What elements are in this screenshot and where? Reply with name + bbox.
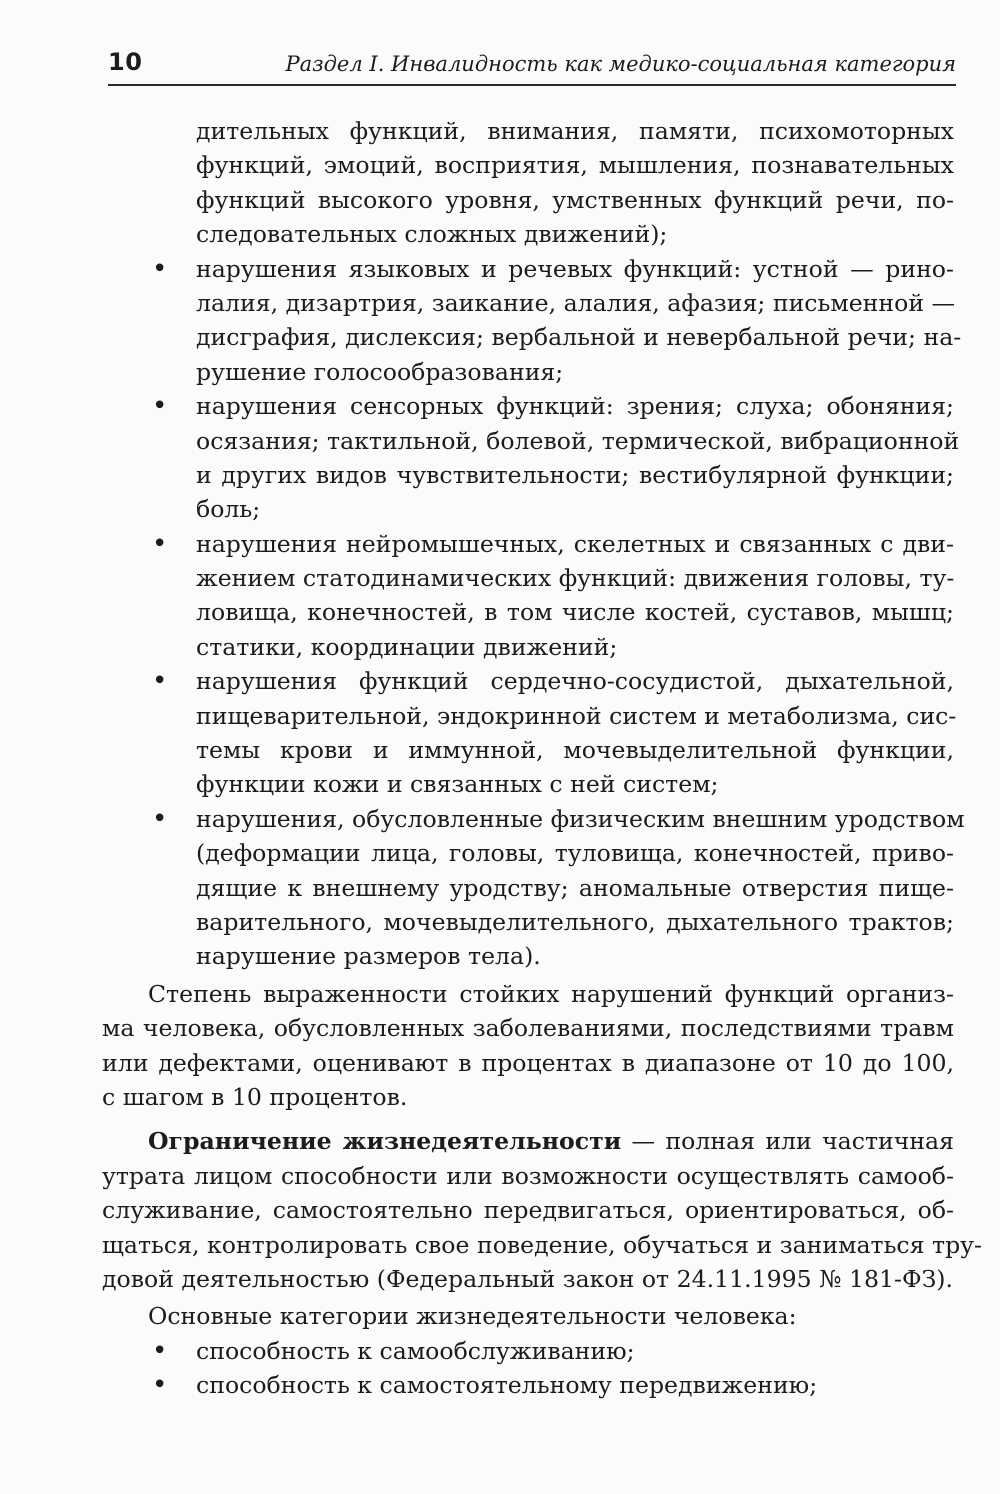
text-line: темы крови и иммунной, мочевыделительной функции, <box>196 736 954 765</box>
list-item <box>102 252 962 390</box>
text-line: дящие к внешнему уродству; аномальные отверстия пище- <box>196 873 954 902</box>
paragraph-definition <box>102 1124 983 1296</box>
text-line: варительного, мочевыделительного, дыхательного трактов; <box>196 907 954 936</box>
bullet-icon: • <box>152 1370 168 1401</box>
bullet-icon: • <box>152 666 168 697</box>
text-line: рушение голосообразования; <box>196 357 564 386</box>
running-head: Раздел I. Инвалидность как медико-социальная категория <box>285 52 956 76</box>
text-line: довой деятельностью (Федеральный закон от 24.11.1995 № 181-ФЗ). <box>102 1264 953 1293</box>
text-line: и других видов чувствительности; вестибулярной функции; <box>196 460 954 489</box>
bullet-icon: • <box>152 1335 168 1366</box>
text-line: функций, эмоций, восприятия, мышления, познавательных <box>196 151 954 180</box>
bullet-icon: • <box>152 391 168 422</box>
bullet-icon: • <box>152 528 168 559</box>
text-line: (деформации лица, головы, туловища, конечностей, приво- <box>196 839 954 868</box>
text-line: осязания; тактильной, болевой, термической, вибрационной <box>196 426 960 455</box>
list-item <box>102 527 954 665</box>
text-line: функций высокого уровня, умственных функций речи, по- <box>196 185 954 214</box>
text-line: служивание, самостоятельно передвигаться, ориентироваться, об- <box>102 1196 954 1225</box>
text-line: с шагом в 10 процентов. <box>102 1082 408 1111</box>
list-item <box>102 802 965 974</box>
page-header <box>108 44 956 86</box>
text-line: щаться, контролировать свое поведение, обучаться и заниматься тру- <box>102 1230 983 1259</box>
text-line: нарушения, обусловленные физическим внешним уродством <box>196 804 965 833</box>
text-line <box>102 1124 954 1158</box>
body-text <box>102 114 983 1402</box>
text-line: нарушения нейромышечных, скелетных и связанных с дви- <box>196 529 954 558</box>
list-item <box>102 664 957 802</box>
text-line: статики, координации движений; <box>196 632 618 661</box>
text-line: утрата лицом способности или возможности осуществлять самооб- <box>102 1161 954 1190</box>
text-line: нарушения сенсорных функций: зрения; слуха; обоняния; <box>196 392 954 421</box>
definition-first-line: — полная или частичная <box>621 1127 955 1156</box>
text-line: следовательных сложных движений); <box>196 220 668 249</box>
text-line: Степень выраженности стойких нарушений функций организ- <box>148 979 954 1008</box>
text-line: нарушение размеров тела). <box>196 942 541 971</box>
text-line: дисграфия, дислексия; вербальной и невербальной речи; на- <box>196 323 962 352</box>
bullet-icon: • <box>152 803 168 834</box>
text-line: пищеварительной, эндокринной систем и метаболизма, сис- <box>196 701 957 730</box>
text-line: Основные категории жизнедеятельности человека: <box>148 1302 797 1331</box>
list-item <box>102 1368 954 1402</box>
page-number: 10 <box>108 48 143 76</box>
text-line: или дефектами, оценивают в процентах в диапазоне от 10 до 100, <box>102 1048 954 1077</box>
text-line: способность к самостоятельному передвижению; <box>196 1371 818 1400</box>
text-line: жением статодинамических функций: движения головы, ту- <box>196 564 955 593</box>
paragraph-categories <box>102 1299 954 1333</box>
text-line: ловища, конечностей, в том числе костей, суставов, мышц; <box>196 598 954 627</box>
text-line: боль; <box>196 495 261 524</box>
text-line: способность к самообслуживанию; <box>196 1336 635 1365</box>
paragraph-degree <box>102 977 954 1115</box>
text-line: дительных функций, внимания, памяти, психомоторных <box>196 117 954 145</box>
text-line: лалия, дизартрия, заикание, алалия, афазия; письменной — <box>196 288 956 317</box>
defined-term: Ограничение жизнедеятельности <box>148 1127 622 1156</box>
spacer <box>102 1114 954 1124</box>
list-item <box>102 389 960 527</box>
list-item <box>102 1334 954 1368</box>
text-line: ма человека, обусловленных заболеваниями, последствиями травм <box>102 1014 954 1043</box>
bullet-icon: • <box>152 253 168 284</box>
text-line: нарушения функций сердечно-сосудистой, дыхательной, <box>196 667 954 696</box>
text-line: нарушения языковых и речевых функций: устной — рино- <box>196 254 954 283</box>
text-line: функции кожи и связанных с ней систем; <box>196 770 719 799</box>
continued-list-item <box>102 114 954 252</box>
